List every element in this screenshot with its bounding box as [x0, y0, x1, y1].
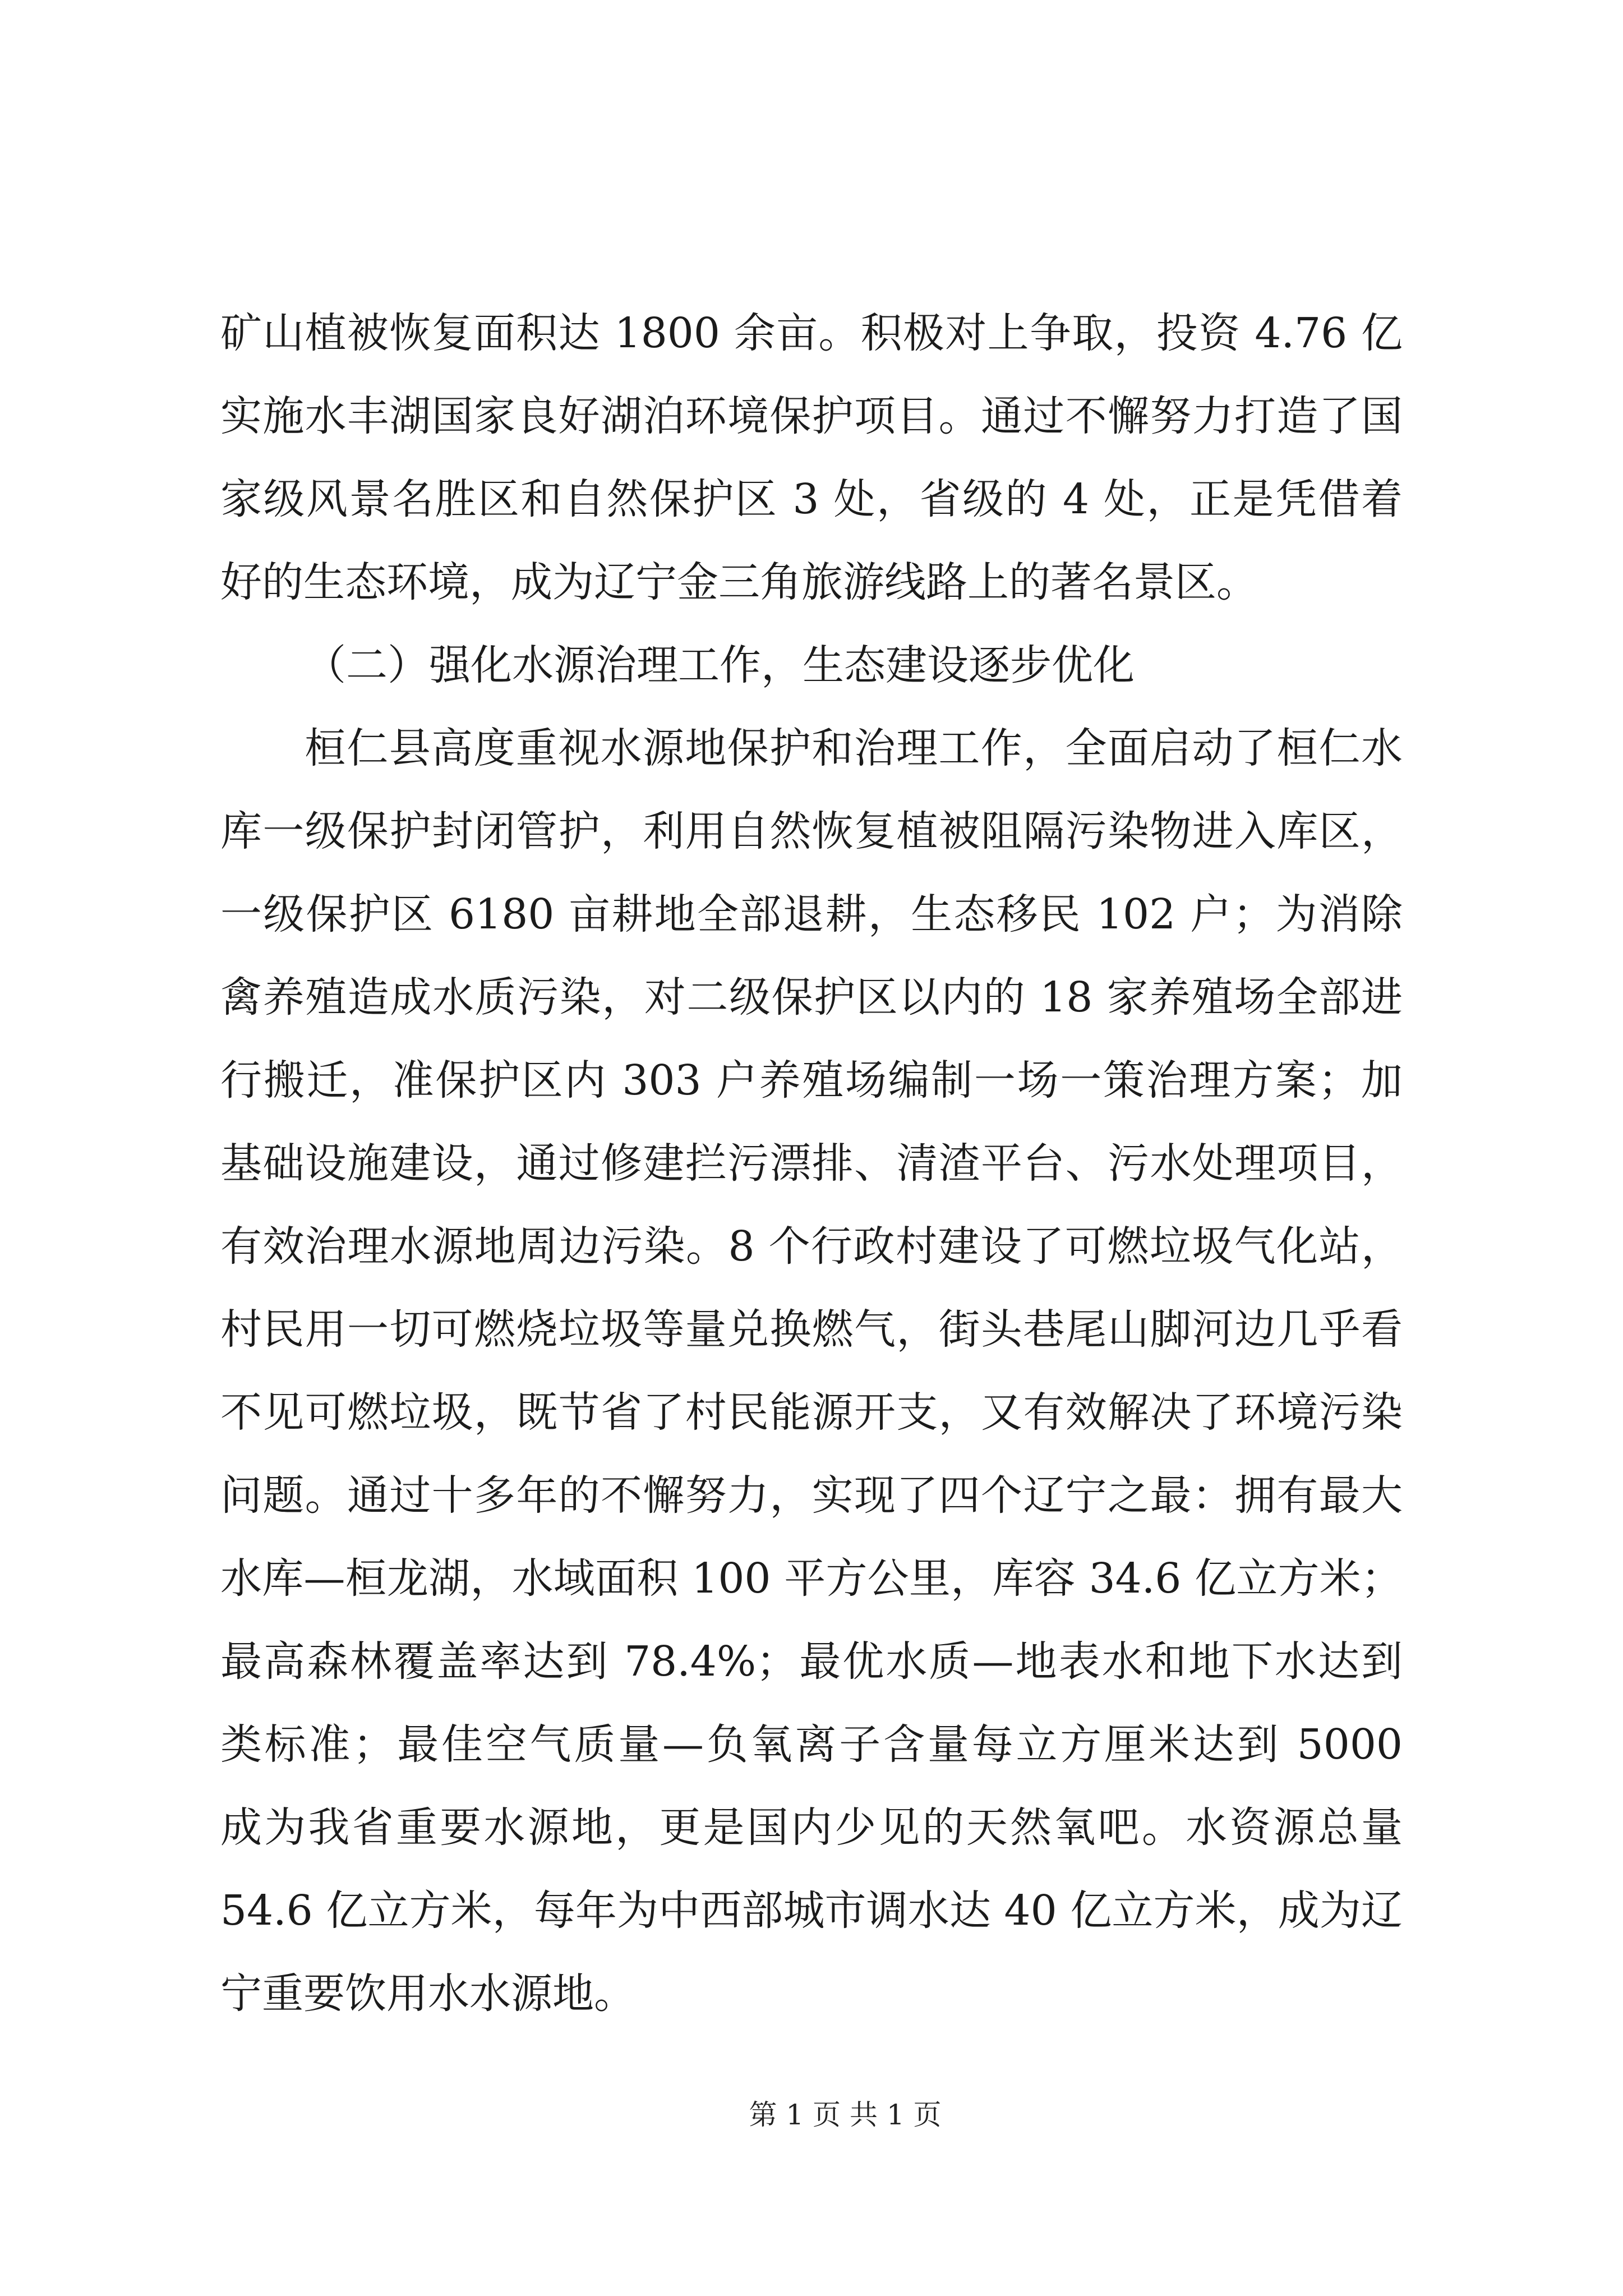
text-line: 行搬迁，准保护区内 303 户养殖场编制一场一策治理方案；加 — [220, 1056, 1403, 1105]
text-line: 不见可燃垃圾，既节省了村民能源开支，又有效解决了环境污染 — [220, 1388, 1403, 1437]
text-line: 矿山植被恢复面积达 1800 余亩。积极对上争取，投资 4.76 亿 — [220, 309, 1403, 357]
text-line: 好的生态环境，成为辽宁金三角旅游线路上的著名景区。 — [220, 558, 1258, 606]
text-line: 库一级保护封闭管护，利用自然恢复植被阻隔污染物进入库区， — [220, 807, 1403, 855]
paragraph — [220, 707, 1403, 2035]
text-line: 一级保护区 6180 亩耕地全部退耕，生态移民 102 户；为消除 — [220, 890, 1403, 938]
section-heading: （二）强化水源治理工作，生态建设逐步优化 — [305, 641, 1135, 689]
text-line: 村民用一切可燃烧垃圾等量兑换燃气，街头巷尾山脚河边几乎看 — [220, 1305, 1403, 1354]
text-line: 宁重要饮用水水源地。 — [220, 1970, 635, 2018]
page-footer — [0, 2098, 1623, 2132]
text-line: 水库—桓龙湖，水域面积 100 平方公里，库容 34.6 亿立方米； — [220, 1554, 1403, 1603]
text-line: 家级风景名胜区和自然保护区 3 处，省级的 4 处，正是凭借着 — [220, 475, 1403, 523]
text-line: 基础设施建设，通过修建拦污漂排、清渣平台、污水处理项目， — [220, 1139, 1403, 1188]
text-line: 最高森林覆盖率达到 78.4%；最优水质—地表水和地下水达到 — [220, 1637, 1403, 1686]
paragraph — [220, 292, 1403, 624]
text-line: 有效治理水源地周边污染。8 个行政村建设了可燃垃圾气化站， — [220, 1222, 1403, 1271]
text-line: 禽养殖造成水质污染，对二级保护区以内的 18 家养殖场全部进 — [220, 973, 1403, 1022]
text-line: 问题。通过十多年的不懈努力，实现了四个辽宁之最：拥有最大 — [220, 1471, 1403, 1520]
text-line: 成为我省重要水源地，更是国内少见的天然氧吧。水资源总量 — [220, 1803, 1403, 1852]
text-line: 实施水丰湖国家良好湖泊环境保护项目。通过不懈努力打造了国 — [220, 392, 1403, 440]
text-line: 54.6 亿立方米，每年为中西部城市调水达 40 亿立方米，成为辽 — [220, 1887, 1403, 1935]
page-number: 第 1 页 共 1 页 — [749, 2099, 942, 2131]
text-line: 桓仁县高度重视水源地保护和治理工作，全面启动了桓仁水 — [305, 724, 1403, 772]
document-body — [220, 292, 1403, 2035]
text-line: 类标准；最佳空气质量—负氧离子含量每立方厘米达到 5000 — [220, 1720, 1403, 1769]
